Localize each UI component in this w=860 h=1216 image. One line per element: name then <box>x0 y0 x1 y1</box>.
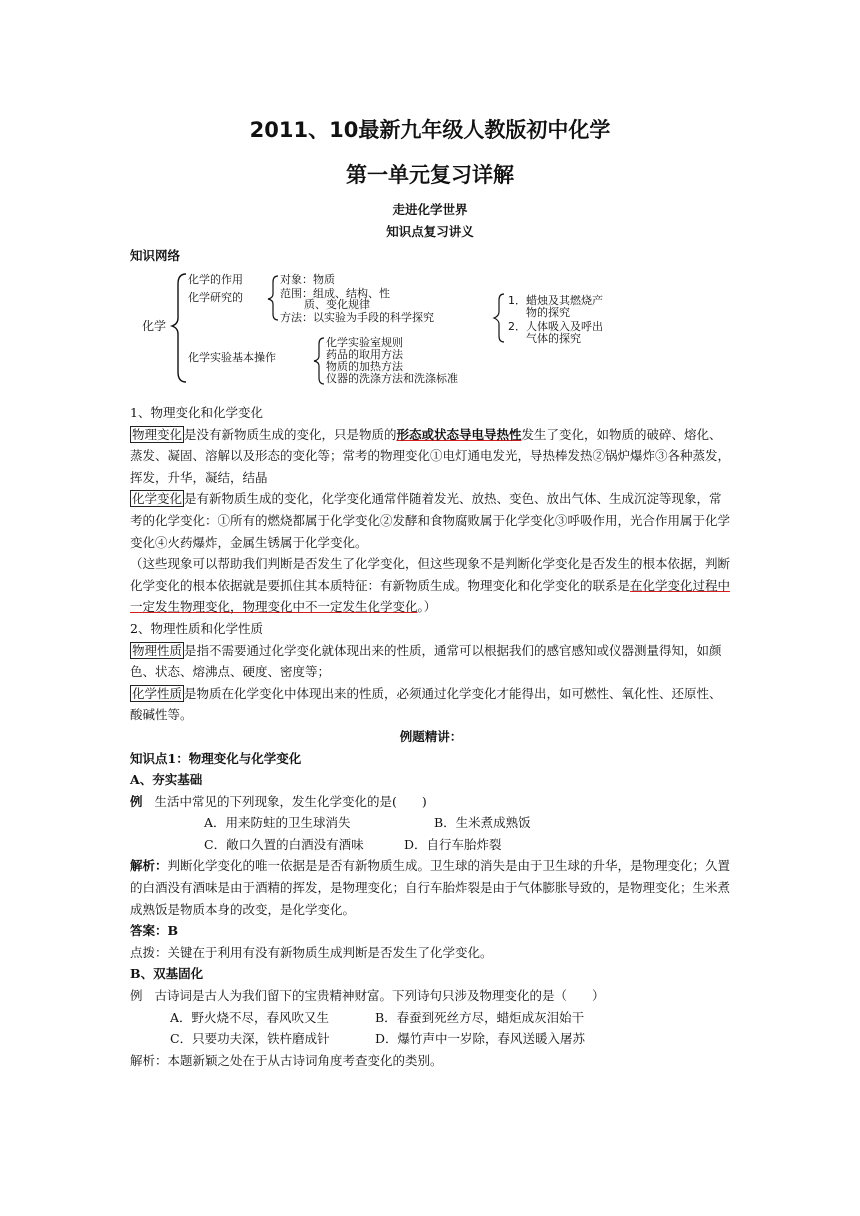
diagram-inquiry-1: 1．蜡烛及其燃烧产 <box>508 294 603 307</box>
diagram-op-heating: 物质的加热方法 <box>326 360 403 373</box>
term-physical-property: 物理性质 <box>132 642 183 658</box>
diagram-op-reagents: 药品的取用方法 <box>326 348 403 361</box>
emphasis-form-state: 形态或状态导电导热性 <box>396 426 522 442</box>
example-a-answer: 答案：B <box>130 923 179 939</box>
diagram-research-scope: 范围：组成、结构、性 <box>280 287 390 300</box>
example-b-options-row2 <box>130 1028 732 1050</box>
section-subtitle: 知识点复习讲义 <box>386 224 474 239</box>
example-a-question: 例 生活中常见的下列现象，发生化学变化的是( ) <box>130 793 427 809</box>
diagram-research-scope-cont: 质、变化规律 <box>304 298 370 311</box>
diagram-root: 化学 <box>142 319 167 333</box>
term-physical-change: 物理变化 <box>132 426 183 442</box>
part-a-heading: A、夯实基础 <box>130 772 203 788</box>
section-heading-2: 2、物理性质和化学性质 <box>130 620 263 636</box>
physical-property-paragraph: 物理性质 是指不需要通过化学变化就体现出来的性质，通常可以根据我们的感官感知或仪器测量得知，如颜色、状态、熔沸点、硬度、密度等； <box>130 642 722 680</box>
diagram-inquiry-2-cont: 气体的探究 <box>526 332 581 345</box>
chemical-property-paragraph: 化学性质 是物质在化学变化中体现出来的性质，必须通过化学变化才能得出，如可燃性、氧化性、还原性、酸碱性等。 <box>130 685 722 723</box>
option-b: B．生米煮成熟饭 <box>434 815 531 831</box>
example-a-analysis: 解析：判断化学变化的唯一依据是是否有新物质生成。卫生球的消失是由于卫生球的升华，是物理变化；久置的白酒没有酒味是由于酒精的挥发，是物理变化；自行车胎炸裂是由于气体膨胀导致的，是物理变化；生米煮成熟饭是物质本身的改变，是化学变化。 <box>130 858 731 917</box>
document-title: 2011、10最新九年级人教版初中化学 <box>249 118 611 142</box>
example-b-analysis: 解析：本题新颖之处在于从古诗词角度考查变化的类别。 <box>130 1052 443 1068</box>
diagram-brace-main <box>172 274 186 382</box>
diagram-branch-operations: 化学实验基本操作 <box>188 351 276 364</box>
example-a-options-row2 <box>130 834 732 856</box>
knowledge-network-label: 知识网络 <box>130 248 181 263</box>
option-a: A．用来防蛀的卫生球消失 <box>204 815 351 831</box>
physical-change-paragraph: 物理变化 是没有新物质生成的变化，只是物质的形态或状态导电导热性发生了变化，如物质的破碎、熔化、蒸发、凝固、溶解以及形态的变化等；常考的物理变化①电灯通电发光，导热棒发热②锅炉爆炸③各种蒸发，挥发，升华，凝结，结晶 <box>130 426 731 485</box>
option-d: D．爆竹声中一岁除，春风送暖入屠苏 <box>375 1031 586 1047</box>
diagram-op-rules: 化学实验室规则 <box>326 336 403 349</box>
document-body <box>130 402 732 1071</box>
example-a-options-row1 <box>130 812 732 834</box>
part-b-heading: B、双基固化 <box>130 966 204 982</box>
diagram-inquiry-1-cont: 物的探究 <box>526 306 570 319</box>
emphasis-relation: 在化学变化过程中一定发生物理变化，物理变化中不一定发生化学变化 <box>130 577 731 615</box>
diagram-research-method: 方法：以实验为手段的科学探究 <box>280 311 434 324</box>
relation-note-paragraph: （这些现象可以帮助我们判断是否发生了化学变化，但这些现象不是判断化学变化是否发生的根本依据，判断化学变化的根本依据就是要抓住其本质特征：有新物质生成。物理变化和化学变化的联系是在化学变化过程中一定发生物理变化，物理变化中不一定发生化学变化。） <box>130 556 731 615</box>
option-c: C．只要功夫深，铁杵磨成针 <box>170 1031 330 1047</box>
option-d: D．自行车胎炸裂 <box>404 836 502 852</box>
chemical-change-paragraph: 化学变化 是有新物质生成的变化，化学变化通常伴随着发光、放热、变色、放出气体、生成沉淀等现象，常考的化学变化：①所有的燃烧都属于化学变化②发酵和食物腐败属于化学变化③呼吸作用，光合作用属于化学变化④火药爆炸，金属生锈属于化学变化。 <box>130 491 731 550</box>
diagram-branch-role: 化学的作用 <box>188 273 243 286</box>
knowledge-point-heading: 知识点1：物理变化与化学变化 <box>130 750 302 766</box>
diagram-branch-research: 化学研究的 <box>188 291 243 304</box>
diagram-research-object: 对象：物质 <box>280 273 335 286</box>
option-b: B．春蚕到死丝方尽，蜡炬成灰泪始干 <box>375 1009 585 1025</box>
example-a-tip: 点拨：关键在于利用有没有新物质生成判断是否发生了化学变化。 <box>130 944 493 960</box>
diagram-op-washing: 仪器的洗涤方法和洗涤标准 <box>326 372 458 385</box>
example-b-question: 例 古诗词是古人为我们留下的宝贵精神财富。下列诗句只涉及物理变化的是（ ） <box>130 988 605 1004</box>
option-c: C．敞口久置的白酒没有酒味 <box>204 836 364 852</box>
example-b-options-row1 <box>130 1007 732 1029</box>
term-chemical-change: 化学变化 <box>132 491 183 507</box>
knowledge-network-diagram <box>128 268 658 386</box>
document-subtitle: 第一单元复习详解 <box>346 163 514 187</box>
term-chemical-property: 化学性质 <box>132 685 183 701</box>
section-heading-1: 1、物理变化和化学变化 <box>130 405 263 420</box>
diagram-brace-research <box>268 276 278 320</box>
examples-heading: 例题精讲： <box>399 728 463 744</box>
option-a: A．野火烧不尽，春风吹又生 <box>170 1009 330 1025</box>
diagram-brace-operations <box>314 338 324 384</box>
section-title: 走进化学世界 <box>392 202 468 217</box>
diagram-inquiry-2: 2．人体吸入及呼出 <box>508 320 603 333</box>
diagram-brace-inquiry <box>494 294 504 342</box>
